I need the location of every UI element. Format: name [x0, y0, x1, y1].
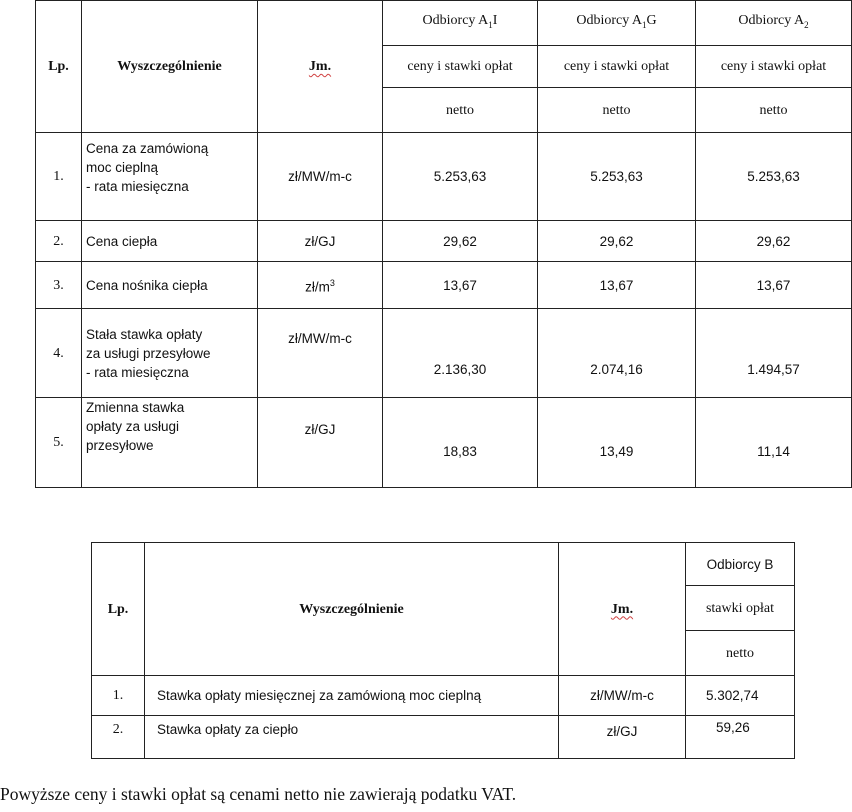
row-value: 18,83: [383, 398, 538, 488]
table-row: [36, 398, 852, 488]
header-lp: Lp.: [92, 543, 145, 676]
row-item: Cena nośnika ciepła: [82, 262, 258, 309]
row-item: Stała stawka opłaty za usługi przesyłowe - rata miesięczna: [82, 309, 258, 398]
row-item: Cena za zamówioną moc cieplną - rata miesięczna: [82, 133, 258, 221]
row-lp: 5.: [36, 398, 82, 488]
row-item: Zmienna stawka opłaty za usługi przesyłowe: [82, 398, 258, 488]
row-lp: 2.: [36, 221, 82, 262]
tariff-table-a: [35, 0, 852, 488]
row-value: 59,26: [686, 716, 795, 759]
row-lp: 4.: [36, 309, 82, 398]
row-unit: zł/GJ: [559, 716, 686, 759]
row-value: 13,49: [538, 398, 696, 488]
subheader-netto: netto: [696, 88, 852, 133]
table-row: [92, 716, 795, 759]
subheader-prices: ceny i stawki opłat: [538, 46, 696, 88]
subheader-prices: ceny i stawki opłat: [383, 46, 538, 88]
row-item: Stawka opłaty za ciepło: [145, 716, 559, 759]
row-value: 11,14: [696, 398, 852, 488]
header-group-b: Odbiorcy B: [686, 543, 795, 586]
subheader-netto: netto: [686, 631, 795, 676]
subheader-netto: netto: [538, 88, 696, 133]
row-value: 13,67: [538, 262, 696, 309]
header-lp: Lp.: [36, 1, 82, 133]
row-unit: zł/MW/m-c: [258, 309, 383, 398]
row-value: 5.302,74: [686, 676, 795, 716]
header-group-a1g: Odbiorcy $A_1G$: [538, 1, 696, 46]
row-item: Cena ciepła: [82, 221, 258, 262]
row-lp: 3.: [36, 262, 82, 309]
subheader-rates: stawki opłat: [686, 586, 795, 631]
header-group-a2: Odbiorcy $A_2$: [696, 1, 852, 46]
header-group-a1i: Odbiorcy $A_1I$: [383, 1, 538, 46]
row-value: 13,67: [383, 262, 538, 309]
row-lp: 2.: [92, 716, 145, 759]
table-row: [36, 262, 852, 309]
row-value: 29,62: [696, 221, 852, 262]
header-item: Wyszczególnienie: [145, 543, 559, 676]
row-value: 2.074,16: [538, 309, 696, 398]
header-item: Wyszczególnienie: [82, 1, 258, 133]
row-item: Stawka opłaty miesięcznej za zamówioną moc cieplną: [145, 676, 559, 716]
tariff-table-b: [91, 542, 795, 759]
table-row: [36, 221, 852, 262]
header-unit: Jm.: [308, 59, 332, 74]
header-unit: Jm.: [610, 601, 634, 617]
row-unit: zł/MW/m-c: [258, 133, 383, 221]
row-value: 5.253,63: [538, 133, 696, 221]
table-row: [36, 133, 852, 221]
table-row: [36, 309, 852, 398]
row-value: 13,67: [696, 262, 852, 309]
row-value: 5.253,63: [383, 133, 538, 221]
row-unit: zł/MW/m-c: [559, 676, 686, 716]
row-value: 1.494,57: [696, 309, 852, 398]
row-value: 29,62: [383, 221, 538, 262]
row-lp: 1.: [92, 676, 145, 716]
subheader-netto: netto: [383, 88, 538, 133]
table-row: [92, 676, 795, 716]
row-value: 5.253,63: [696, 133, 852, 221]
vat-note: Powyższe ceny i stawki opłat są cenami netto nie zawierają podatku VAT.: [0, 784, 517, 804]
row-unit: $zł/m^3$: [258, 262, 383, 309]
row-value: 2.136,30: [383, 309, 538, 398]
row-unit: zł/GJ: [258, 398, 383, 488]
row-value: 29,62: [538, 221, 696, 262]
subheader-prices: ceny i stawki opłat: [696, 46, 852, 88]
row-unit: zł/GJ: [258, 221, 383, 262]
row-lp: 1.: [36, 133, 82, 221]
